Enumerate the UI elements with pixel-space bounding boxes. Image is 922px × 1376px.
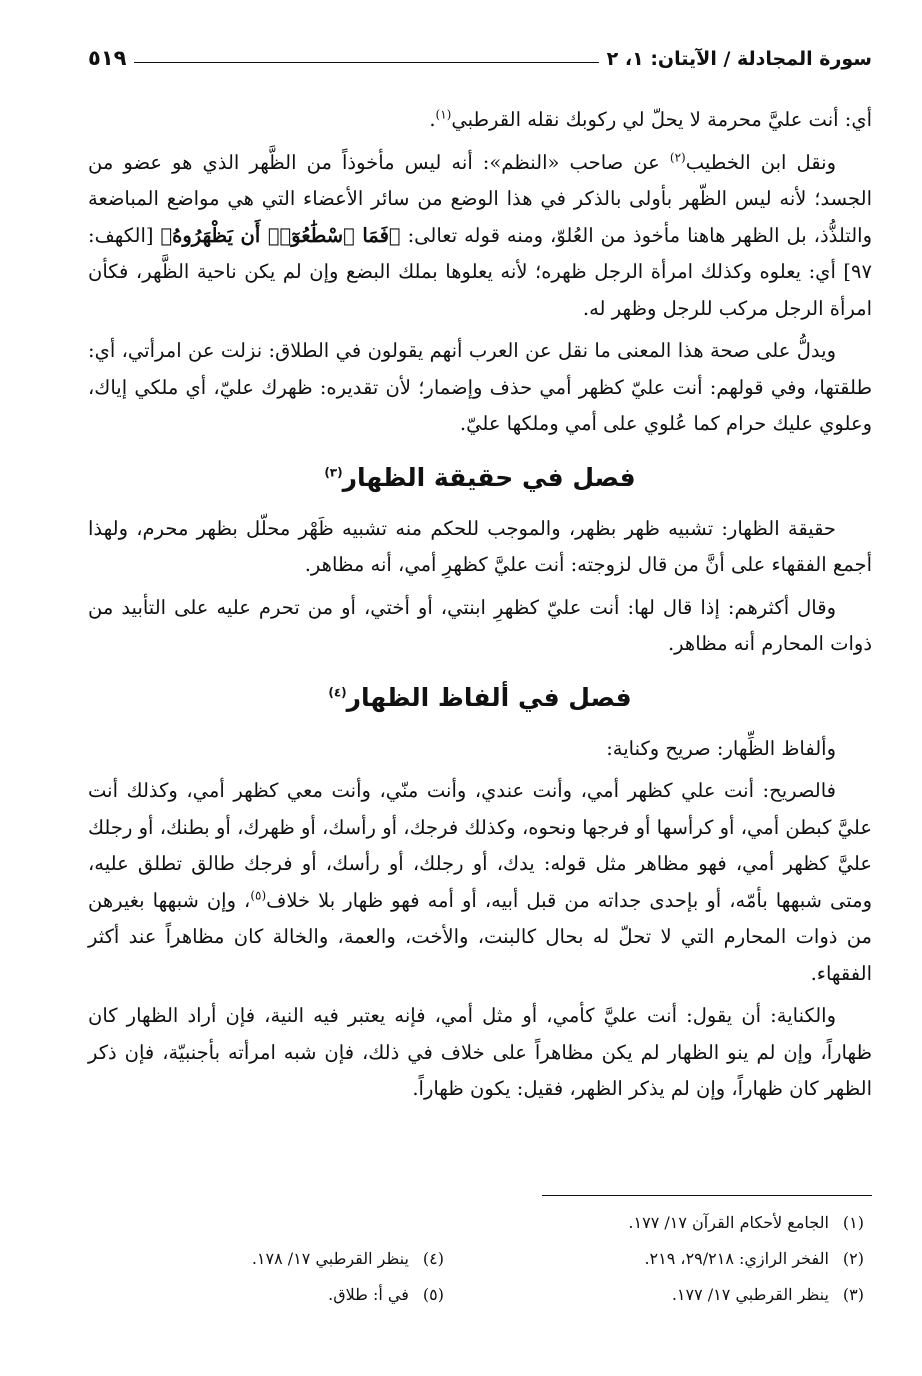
header-rule <box>134 62 598 63</box>
paragraph-2: ونقل ابن الخطيب$^{(٢)}$ عن صاحب «النظم»: أنه ليس مأخوذاً من الظَّهر الذي هو عضو من الجسد؛ لأنه ليس الظّهر بأولى بالذكر في هذا الوضع من سائر الأعضاء التي هي مواضع المباضعة والتلذُّذ، بل الظهر هاهنا مأخوذ من العُلوّ، ومنه قوله تعالى: ﴿فَمَا ٱسْطَٰعُوٓا۟ أَن يَظْهَرُوهُ﴾ [الكهف: ٩٧] أي: يعلوه وكذلك امرأة الرجل ظهره؛ لأنه يعلوها بملك البضع وإن لم يكن ناحية الظَّهر، فكأن امرأة الرجل مركب للرجل وظهر له. <box>88 150 872 320</box>
footnote-ref-2: (٢) <box>669 150 686 164</box>
footnote-row <box>88 1241 864 1277</box>
section-heading-reality: فصل في حقيقة الظهار$^{(٣)}$ <box>324 462 636 492</box>
footnotes <box>88 1205 864 1313</box>
footnote-row <box>88 1205 864 1241</box>
sura-title: سورة المجادلة / الآيتان: ١، ٢ <box>606 48 872 70</box>
footnote-ref-3: (٣) <box>324 465 343 480</box>
section-heading-wording: فصل في ألفاظ الظهار$^{(٤)}$ <box>328 682 632 712</box>
footnote-ref-1: (١) <box>435 107 452 122</box>
footnote-4: (٤) ينظر القرطبي ١٧/ ١٧٨. <box>251 1249 444 1268</box>
paragraph-6: وألفاظ الظِّهار: صريح وكناية: <box>606 736 836 760</box>
paragraph-3: ويدلُّ على صحة هذا المعنى ما نقل عن العرب أنهم يقولون في الطلاق: نزلت عن امرأتي، أي: طلقتها، وفي قولهم: أنت عليّ كظهر أمي حذف وإضمار؛ لأن تقديره: ظهرك عليّ، أي ملكي إياك، وعلوي عليك حرام كما عُلوي على أمي وملكها عليّ. <box>88 339 872 435</box>
paragraph-7: فالصريح: أنت علي كظهر أمي، وأنت عندي، وأنت منّي، وأنت معي كظهر أمي، وكذلك أنت عليَّ كبطن أمي، أو كرأسها أو فرجها ونحوه، وكذلك فرجك، أو رأسك، أو ظهرك، أو بطنك، أو رجلك عليَّ كظهر أمي، فهو مظاهر مثل قوله: يدك، أو رجلك، أو رأسك، أو فرجك طالق تطلق عليه، ومتى شبهها بأمّه، أو بإحدى جداته من قبل أبيه، أو أمه فهو ظهار بلا خلاف$^{(٥)}$، وإن شبهها بغيرهن من ذوات المحارم التي لا تحلّ له بحال كالبنت، والأخت، والعمة، والخالة كان مظاهراً عند أكثر الفقهاء. <box>88 779 872 985</box>
footnote-1: (١) الجامع لأحكام القرآن ١٧/ ١٧٧. <box>628 1213 864 1232</box>
running-header <box>88 30 872 70</box>
footnote-row <box>88 1277 864 1313</box>
footnote-ref-4: (٤) <box>328 685 347 700</box>
footnote-5: (٥) في أ: طلاق. <box>328 1285 444 1304</box>
page-number: ٥١٩ <box>88 46 127 70</box>
footnote-ref-5: (٥) <box>250 888 267 902</box>
paragraph-8: والكناية: أن يقول: أنت عليَّ كأمي، أو مثل أمي، فإنه يعتبر فيه النية، فإن أراد الظهار كان ظهاراً، وإن لم ينو الظهار لم يكن مظاهراً على خلاف في ذلك، فإن شبه امرأته بأجنبيّة، فإن ذكر الظهر كان ظهاراً، وإن لم يذكر الظهر، فقيل: يكون ظهاراً. <box>88 1004 872 1100</box>
footnote-3: (٣) ينظر القرطبي ١٧/ ١٧٧. <box>671 1285 864 1304</box>
paragraph-4: حقيقة الظهار: تشبيه ظهر بظهر، والموجب للحكم منه تشبيه ظَهْر محلّل بظهر محرم، ولهذا أجمع الفقهاء على أنَّ من قال لزوجته: أنت عليَّ كظهرِ أمي، أنه مظاهر. <box>88 516 872 576</box>
footnote-2: (٢) الفخر الرازي: ٢٩/٢١٨، ٢١٩. <box>644 1249 864 1268</box>
main-text <box>88 102 872 1114</box>
paragraph-1: أي: أنت عليَّ محرمة لا يحلّ لي ركوبك نقله القرطبي$^{(١)}$. <box>429 107 872 131</box>
footnote-separator <box>542 1195 872 1196</box>
quran-verse: ﴿فَمَا ٱسْطَٰعُوٓا۟ أَن يَظْهَرُوهُ﴾ <box>160 223 401 247</box>
paragraph-5: وقال أكثرهم: إذا قال لها: أنت عليّ كظهرِ ابنتي، أو أختي، أو من تحرم عليه على التأبيد من ذوات المحارم أنه مظاهر. <box>88 595 872 655</box>
